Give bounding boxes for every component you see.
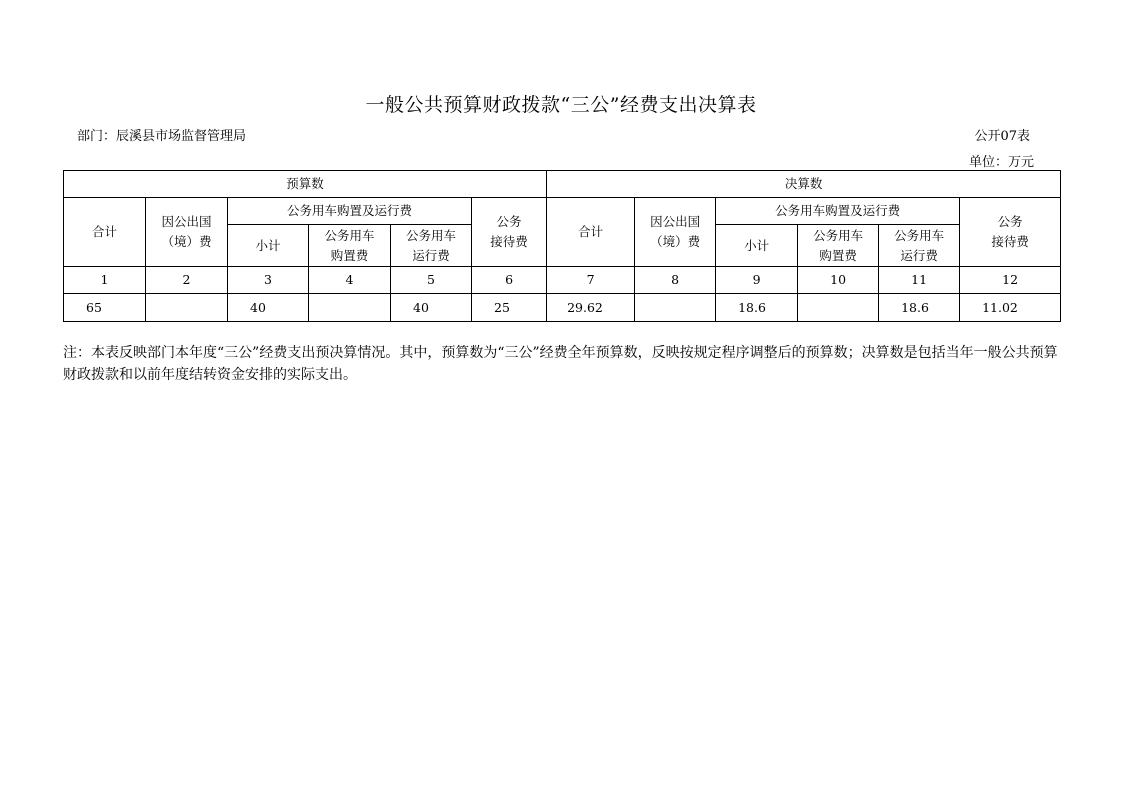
budget-operation-value: 40	[391, 294, 472, 322]
budget-subtotal-value: 40	[228, 294, 309, 322]
final-purchase-value	[798, 294, 879, 322]
final-reception-value: 11.02	[960, 294, 1061, 322]
final-subtotal-header: 小计	[716, 225, 798, 267]
budget-reception-value: 25	[472, 294, 547, 322]
final-subtotal-value: 18.6	[716, 294, 798, 322]
index-cell: 10	[798, 267, 879, 294]
budget-vehicle-group-header: 公务用车购置及运行费	[228, 198, 472, 225]
index-cell: 7	[547, 267, 635, 294]
index-cell: 5	[391, 267, 472, 294]
budget-operation-header: 公务用车 运行费	[391, 225, 472, 267]
index-cell: 4	[309, 267, 391, 294]
budget-total-value: 65	[64, 294, 146, 322]
budget-total-header: 合计	[64, 198, 146, 267]
final-abroad-header: 因公出国 （境）费	[635, 198, 716, 267]
index-cell: 1	[64, 267, 146, 294]
page-title: 一般公共预算财政拨款“三公”经费支出决算表	[365, 94, 757, 116]
final-group-header: 决算数	[547, 171, 1061, 198]
index-cell: 9	[716, 267, 798, 294]
final-operation-value: 18.6	[879, 294, 960, 322]
final-total-header: 合计	[547, 198, 635, 267]
form-number: 公开07表	[974, 129, 1030, 144]
index-cell: 8	[635, 267, 716, 294]
final-operation-header: 公务用车 运行费	[879, 225, 960, 267]
final-reception-header: 公务 接待费	[960, 198, 1061, 267]
budget-subtotal-header: 小计	[228, 225, 309, 267]
unit-label: 单位：万元	[968, 155, 1034, 170]
budget-abroad-value	[146, 294, 228, 322]
expenditure-table	[63, 170, 1061, 322]
index-cell: 11	[879, 267, 960, 294]
index-row	[64, 267, 1061, 294]
index-cell: 12	[960, 267, 1061, 294]
final-purchase-header: 公务用车 购置费	[798, 225, 879, 267]
final-abroad-value	[635, 294, 716, 322]
budget-purchase-header: 公务用车 购置费	[309, 225, 391, 267]
final-total-value: 29.62	[547, 294, 635, 322]
department-label: 部门：辰溪县市场监督管理局	[77, 129, 247, 144]
budget-abroad-header: 因公出国 （境）费	[146, 198, 228, 267]
index-cell: 6	[472, 267, 547, 294]
footnote: 注：本表反映部门本年度“三公”经费支出预决算情况。其中，预算数为“三公”经费全年预算数，反映按规定程序调整后的预算数；决算数是包括当年一般公共预算财政拨款和以前年度结转资金安排的实际支出。	[63, 345, 1058, 383]
index-cell: 2	[146, 267, 228, 294]
budget-purchase-value	[309, 294, 391, 322]
budget-group-header: 预算数	[64, 171, 547, 198]
data-row	[64, 294, 1061, 322]
index-cell: 3	[228, 267, 309, 294]
budget-reception-header: 公务 接待费	[472, 198, 547, 267]
final-vehicle-group-header: 公务用车购置及运行费	[716, 198, 960, 225]
